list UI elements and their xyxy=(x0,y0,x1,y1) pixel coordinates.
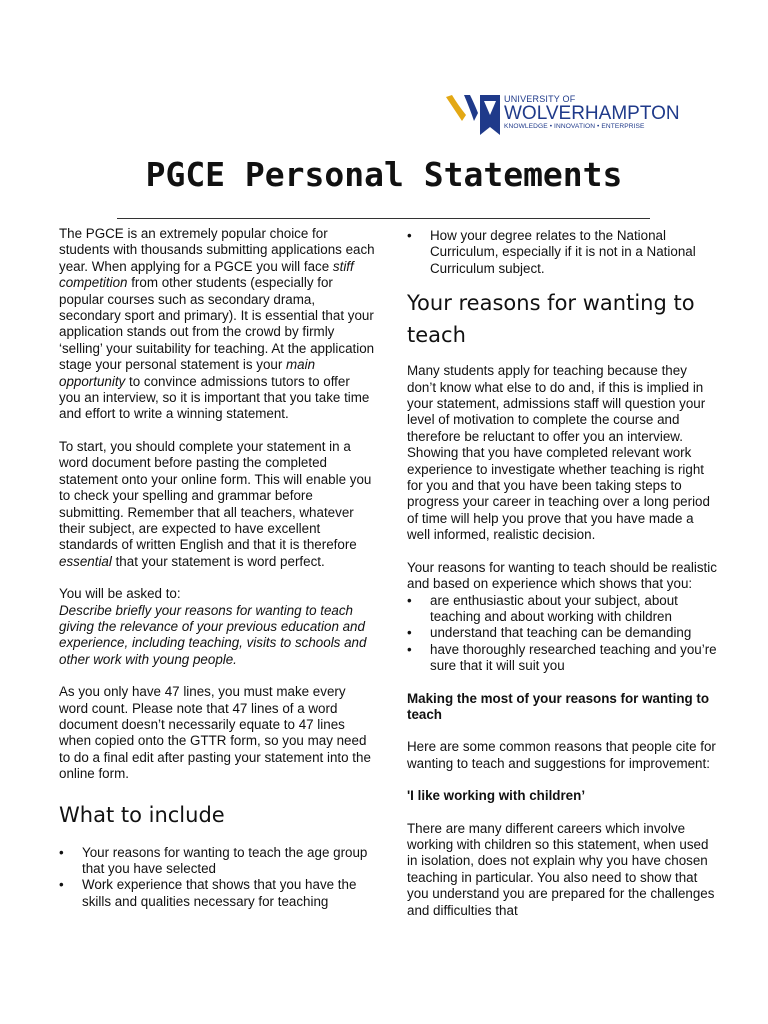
logo-wordmark xyxy=(504,94,680,131)
asked-paragraph xyxy=(59,586,375,668)
reasons-paragraph: Many students apply for teaching because they don’t know what else to do and, if this is implied in your statement, admissions staff will question your level of motivation to complete the course and therefore be reluctant to offer you an interview. Showing that you have completed relevant work experience to investigate whether teaching is right for you and that you have been taking steps to progress your career in teaching over a long period of time will help you prove that you have made a well informed, realistic decision. xyxy=(407,363,710,543)
heading-reasons-for-teaching: Your reasons for wanting to teach xyxy=(407,291,695,348)
common-reasons-paragraph: Here are some common reasons that people cite for wanting to teach and suggestions for improvement: xyxy=(407,739,716,771)
left-column xyxy=(59,226,375,926)
reasons-list xyxy=(407,593,717,675)
logo-line-university-of: UNIVERSITY OF xyxy=(504,94,576,104)
logo-tagline: KNOWLEDGE • INNOVATION • ENTERPRISE xyxy=(504,123,645,130)
intro-emphasis-main-opportunity: main opportunity xyxy=(59,357,316,389)
intro-text-c: to convince admissions tutors to offer you an interview, so it is important that you take time and effort to write a winning statement. xyxy=(59,373,370,422)
subheading-making-the-most: Making the most of your reasons for wanting to teach xyxy=(407,690,710,722)
intro-emphasis-stiff-competition: stiff competition xyxy=(59,258,354,291)
list-item: • Work experience that shows that you have the skills and qualities necessary for teaching xyxy=(59,877,375,910)
list-item: • are enthusiastic about your subject, about teaching and about working with children xyxy=(407,593,717,626)
logo-line-wolverhampton: WOLVERHAMPTON xyxy=(504,103,680,124)
children-paragraph: There are many different careers which involve working with children so this statement, when used in isolation, does not explain why you have chosen teaching in particular. You also need to show that you understand you are prepared for the challenges and difficulties that xyxy=(407,820,715,918)
reasons-intro-paragraph: Your reasons for wanting to teach should be realistic and based on experience which shows that you: xyxy=(407,559,717,592)
heading-what-to-include: What to include xyxy=(59,802,225,827)
start-text-b: that your statement is word perfect. xyxy=(111,553,325,569)
intro-paragraph xyxy=(59,226,375,423)
page-title: PGCE Personal Statements xyxy=(145,155,623,194)
lines-paragraph: As you only have 47 lines, you must make every word count. Please note that 47 lines of a word document doesn’t necessarily equate to 47 lines when copied onto the GTTR form, so you may need to do a final edit after pasting your statement into the online form. xyxy=(59,684,371,782)
list-item: • understand that teaching can be demanding xyxy=(407,625,717,641)
intro-text-b: from other students (especially for popular courses such as secondary drama, secondary sport and primary). It is essential that your application stands out from the crowd by firmly ‘selling’ your suitability for teaching. At the application stage your personal statement is your xyxy=(59,275,375,373)
list-item: • Your reasons for wanting to teach the age group that you have selected xyxy=(59,845,375,878)
list-item: • How your degree relates to the National Curriculum, especially if it is not in a National Curriculum subject. xyxy=(407,228,717,277)
title-divider xyxy=(117,218,650,219)
start-text-a: To start, you should complete your statement in a word document before pasting the completed statement onto your online form. This will enable you to check your spelling and grammar before submitting. Remember that all teachers, whatever their subject, are expected to have excellent standards of written English and that it is therefore xyxy=(59,438,372,553)
asked-quote: Describe briefly your reasons for wanting to teach giving the relevance of your previous education and experience, including teaching, visits to schools and other work with young people. xyxy=(59,602,367,667)
include-list xyxy=(59,845,375,911)
university-logo xyxy=(444,89,680,139)
subheading-working-with-children: 'I like working with children’ xyxy=(407,788,586,804)
right-column xyxy=(407,228,717,919)
intro-text-a: The PGCE is an extremely popular choice for students with thousands submitting applications each year. When applying for a PGCE you will face xyxy=(59,226,375,274)
start-emphasis-essential: essential xyxy=(59,553,112,569)
asked-label: You will be asked to: xyxy=(59,586,181,602)
include-list-continued xyxy=(407,228,717,277)
university-crest-icon xyxy=(444,89,500,139)
start-paragraph xyxy=(59,439,375,570)
list-item: • have thoroughly researched teaching and you’re sure that it will suit you xyxy=(407,642,717,675)
